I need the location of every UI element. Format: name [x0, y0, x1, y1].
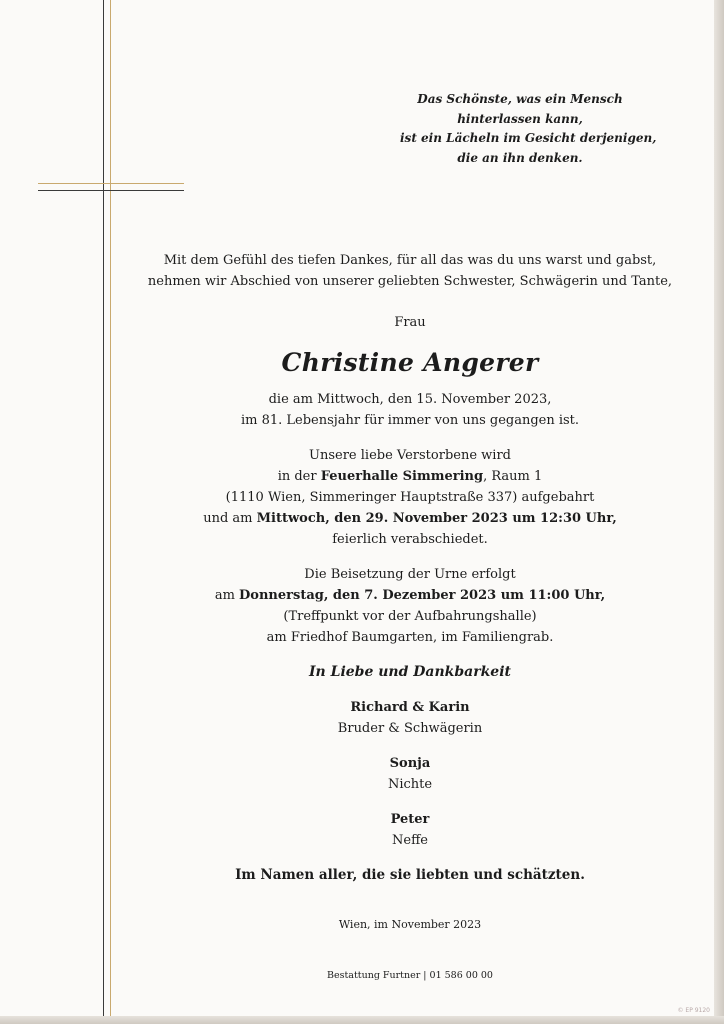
mourner-relation: Neffe: [392, 833, 428, 848]
cross-horizontal-dark-line: [38, 190, 184, 191]
intro-line: nehmen wir Abschied von unserer geliebten Schwester, Schwägerin und Tante,: [147, 274, 673, 289]
cross-vertical-dark-line: [103, 0, 104, 1016]
cross-vertical-gold-line: [110, 0, 111, 1016]
mourner-relation: Bruder & Schwägerin: [337, 721, 483, 736]
paper-edge-bottom: [0, 1016, 724, 1024]
quote-line: die an ihn denken.: [457, 150, 583, 165]
paper-edge-right: [714, 0, 724, 1024]
intro-line: Mit dem Gefühl des tiefen Dankes, für all das was du uns warst und gabst,: [163, 253, 657, 268]
quote-line: Das Schönste, was ein Mensch: [417, 92, 623, 106]
burial-line: Die Beisetzung der Urne erfolgt: [304, 567, 516, 582]
cross-horizontal-gold-line: [38, 183, 184, 184]
death-line: die am Mittwoch, den 15. November 2023,: [268, 392, 552, 407]
ceremony-line: Unsere liebe Verstorbene wird: [309, 448, 511, 463]
burial-line: am Donnerstag, den 7. Dezember 2023 um 11:00 Uhr,: [214, 588, 606, 603]
ceremony-line: feierlich verabschiedet.: [332, 532, 488, 547]
mourner-name: Sonja: [389, 756, 431, 771]
mourner-relation: Nichte: [387, 777, 433, 792]
final-line: Im Namen aller, die sie liebten und schätzten.: [235, 867, 585, 883]
ceremony-line: in der Feuerhalle Simmering, Raum 1: [277, 469, 543, 484]
obituary-text: [130, 250, 690, 986]
memorial-quote: [400, 90, 657, 168]
quote-line: hinterlassen kann,: [457, 111, 583, 126]
ceremony-line: und am Mittwoch, den 29. November 2023 um 12:30 Uhr,: [203, 511, 617, 526]
funeral-home-footer: Bestattung Furtner | 01 586 00 00: [327, 970, 493, 981]
quote-line: ist ein Lächeln im Gesicht derjenigen,: [400, 131, 657, 145]
print-code: © EP 9120: [677, 1007, 710, 1014]
closing-line: In Liebe und Dankbarkeit: [309, 664, 511, 680]
death-line: im 81. Lebensjahr für immer von uns gegangen ist.: [240, 413, 580, 428]
mourner-name: Peter: [390, 812, 430, 827]
burial-line: (Treffpunkt vor der Aufbahrungshalle): [283, 609, 537, 624]
ceremony-line: (1110 Wien, Simmeringer Hauptstraße 337) aufgebahrt: [225, 490, 595, 505]
burial-line: am Friedhof Baumgarten, im Familiengrab.: [266, 630, 554, 645]
place-date: Wien, im November 2023: [338, 918, 482, 931]
mourner-name: Richard & Karin: [350, 700, 470, 715]
salutation: Frau: [394, 315, 426, 330]
deceased-name: Christine Angerer: [281, 348, 539, 377]
